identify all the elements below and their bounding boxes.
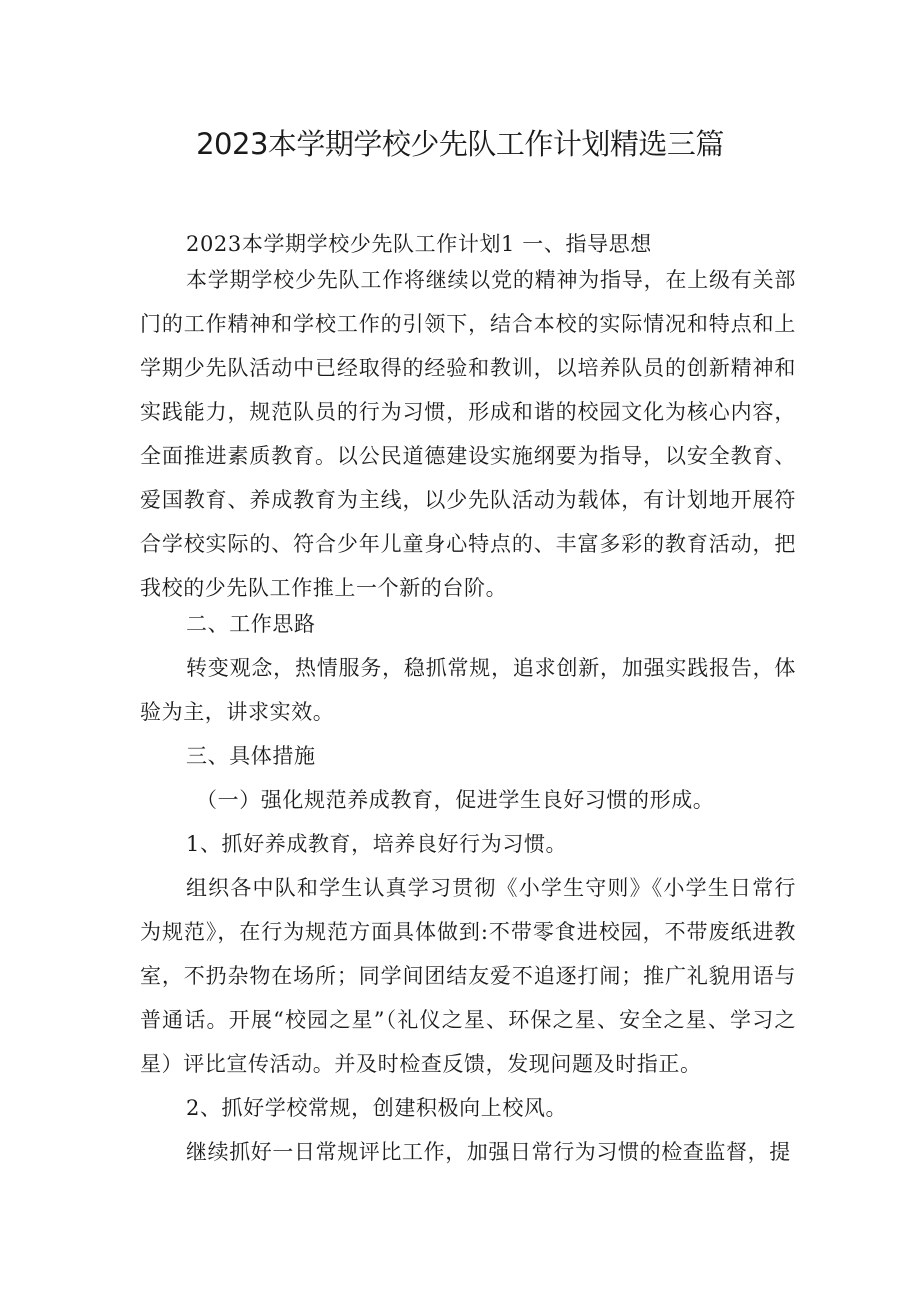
paragraph-heading-3: 三、具体措施 [186, 744, 316, 768]
paragraph-item-2-detail: 继续抓好一日常规评比工作，加强日常行为习惯的检查监督，提 [186, 1140, 791, 1164]
paragraph-item-1: 1、抓好养成教育，培养良好行为习惯。 [186, 832, 568, 856]
paragraph-item-2: 2、抓好学校常规，创建积极向上校风。 [186, 1096, 568, 1120]
paragraph-heading-2: 二、工作思路 [186, 612, 316, 636]
paragraph-subheading-1: （一）强化规范养成教育，促进学生良好习惯的形成。 [196, 788, 715, 812]
paragraph-item-1-detail: 组织各中队和学生认真学习贯彻《小学生守则》《小学生日常行为规范》，在行为规范方面具体做到:不带零食进校园，不带废纸进教室，不扔杂物在场所；同学间团结友爱不追逐打闹；推广礼貌用语与普通话。开展“校园之星”（礼仪之星、环保之星、安全之星、学习之星）评比宣传活动。并及时检查反馈，发现问题及时指正。 [140, 876, 796, 1076]
paragraph-heading-1: 2023本学期学校少先队工作计划1 一、指导思想 [186, 232, 652, 256]
document-title: 2023本学期学校少先队工作计划精选三篇 [196, 127, 724, 161]
paragraph-work-approach: 转变观念，热情服务，稳抓常规，追求创新，加强实践报告，体验为主，讲求实效。 [140, 656, 796, 724]
paragraph-guiding-thought: 本学期学校少先队工作将继续以党的精神为指导，在上级有关部门的工作精神和学校工作的引领下，结合本校的实际情况和特点和上学期少先队活动中已经取得的经验和教训，以培养队员的创新精神和实践能力，规范队员的行为习惯，形成和谐的校园文化为核心内容，全面推进素质教育。以公民道德建设实施纲要为指导，以安全教育、爱国教育、养成教育为主线，以少先队活动为载体，有计划地开展符合学校实际的、符合少年儿童身心特点的、丰富多彩的教育活动，把我校的少先队工作推上一个新的台阶。 [140, 268, 796, 600]
